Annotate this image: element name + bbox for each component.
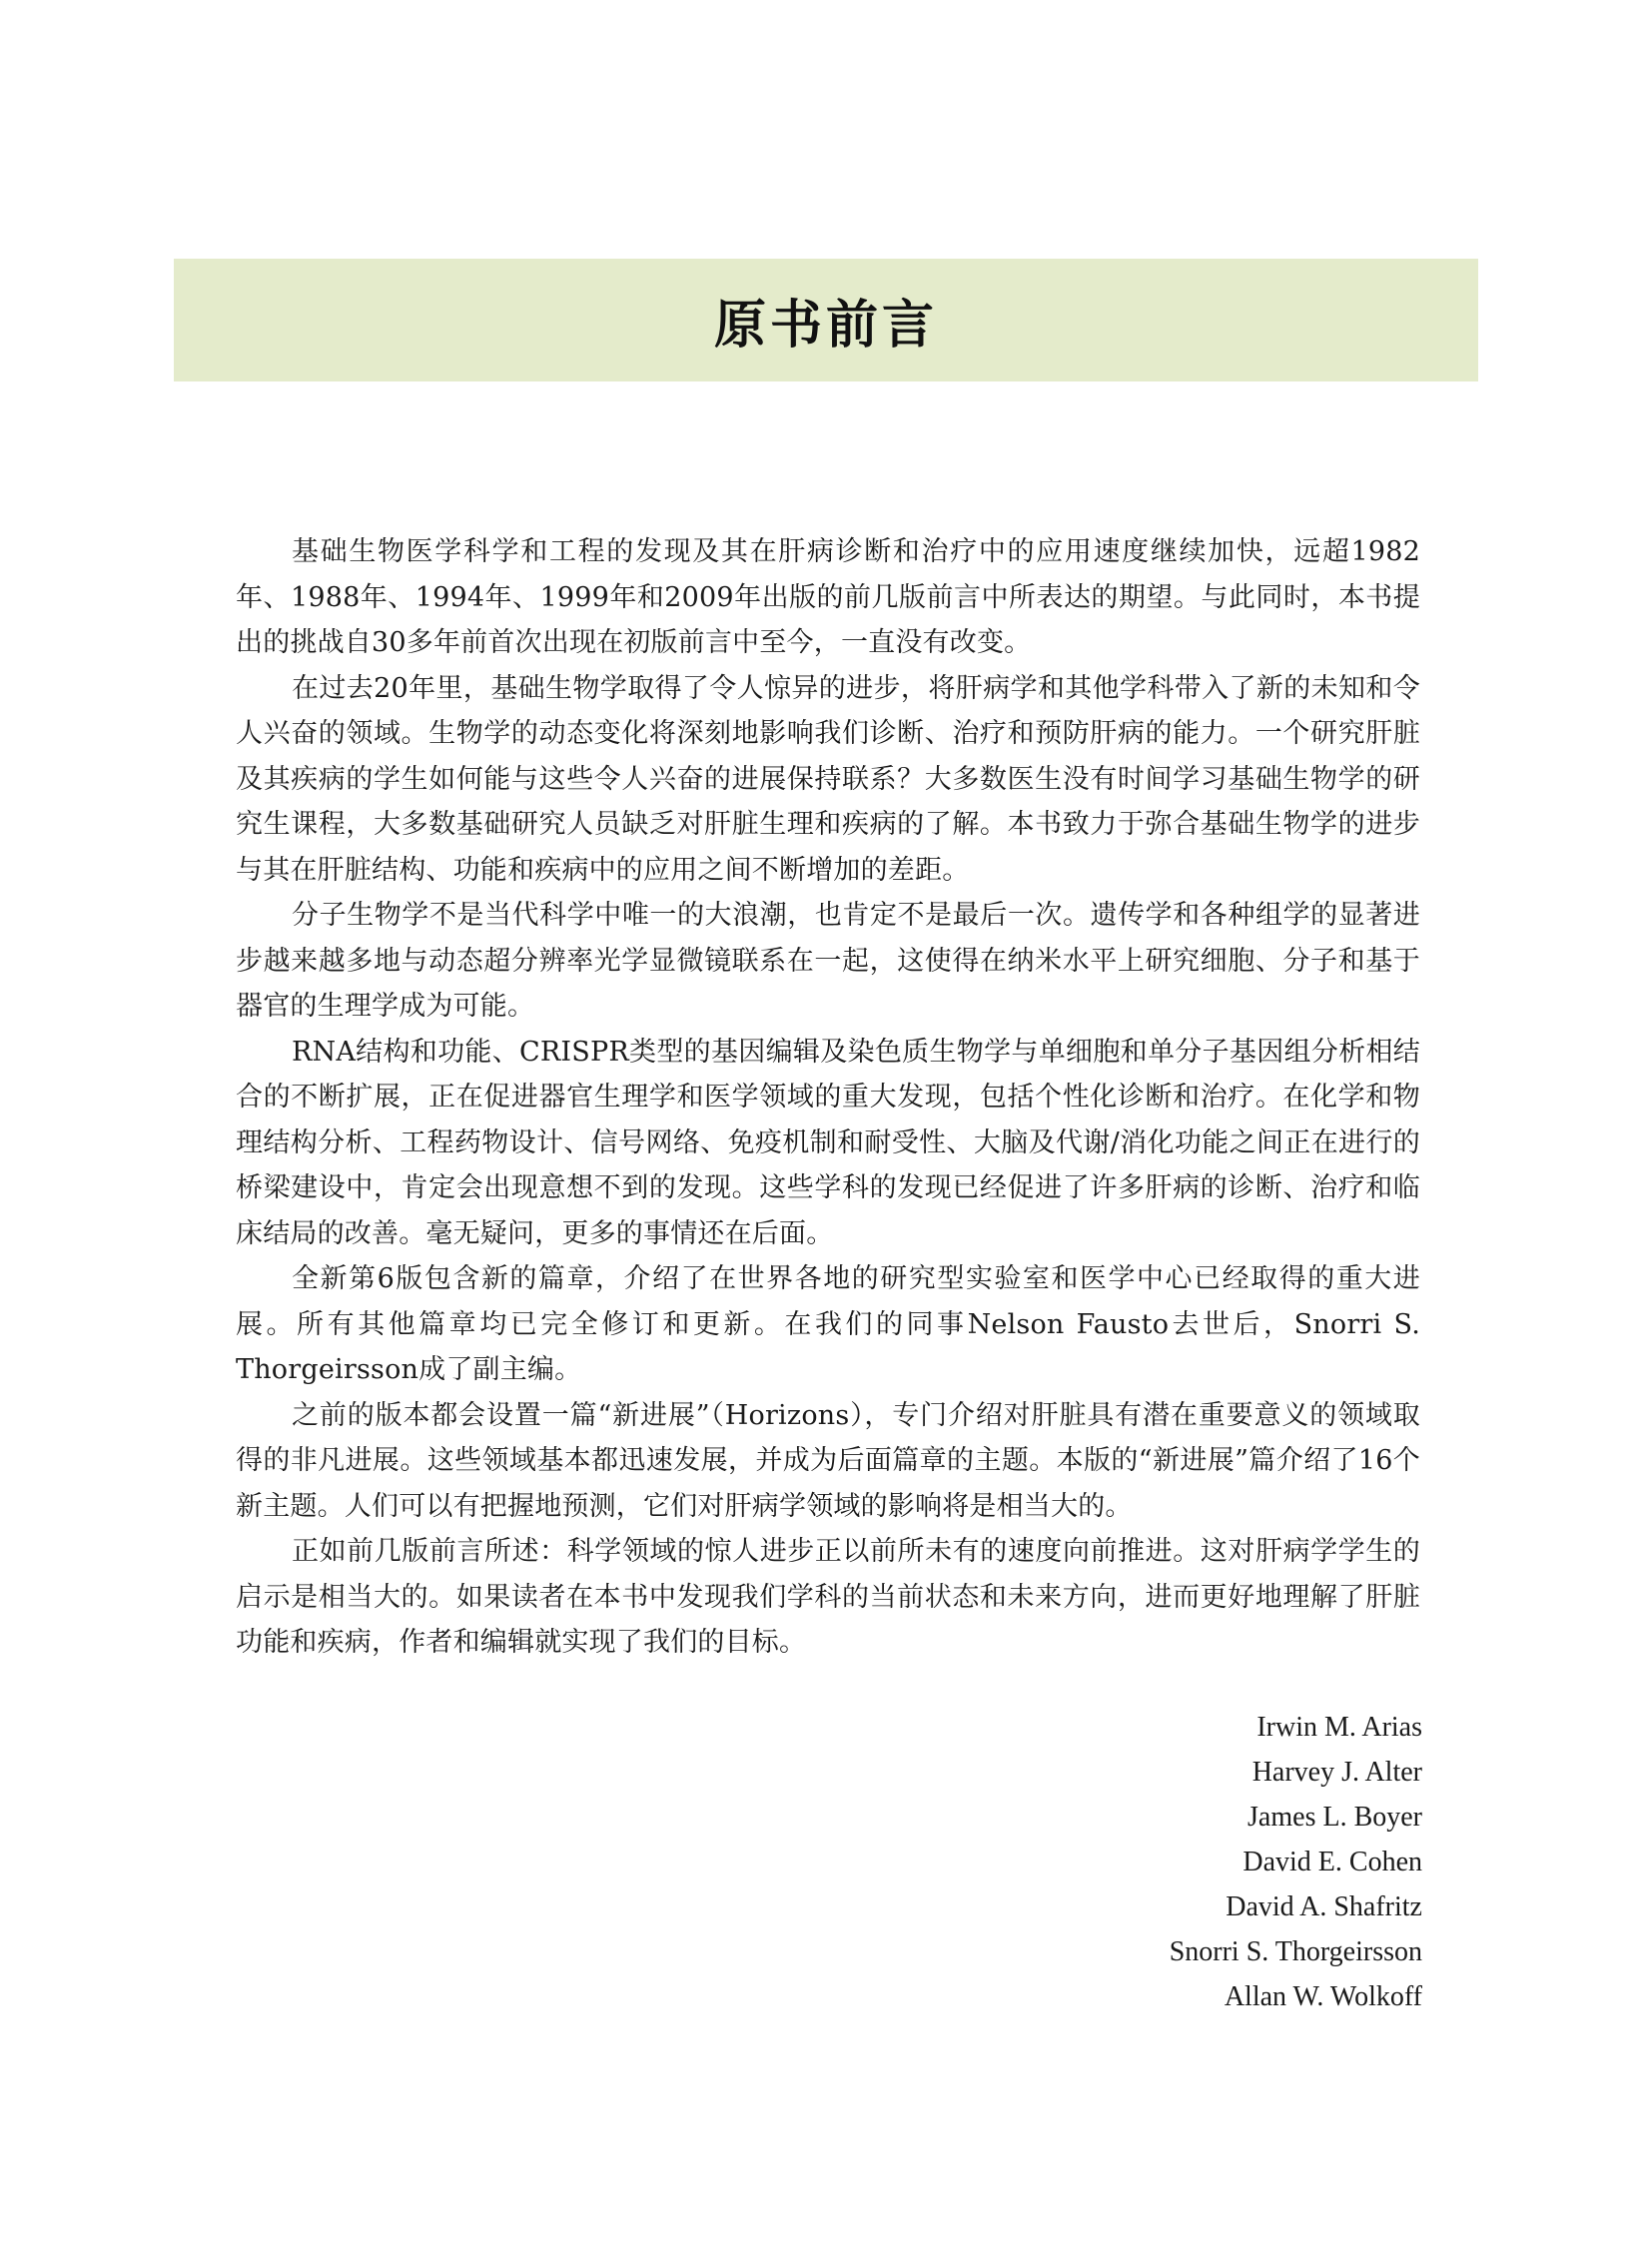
author-signatures [1170, 1705, 1422, 2019]
signature-name: James L. Boyer [1247, 1802, 1422, 1833]
paragraph-4: RNA结构和功能、CRISPR类型的基因编辑及染色质生物学与单细胞和单分子基因组分析相结合的不断扩展，正在促进器官生理学和医学领域的重大发现，包括个性化诊断和治疗。在化学和物理结构分析、工程药物设计、信号网络、免疫机制和耐受性、大脑及代谢/消化功能之间正在进行的桥梁建设中，肯定会出现意想不到的发现。这些学科的发现已经促进了许多肝病的诊断、治疗和临床结局的改善。毫无疑问，更多的事情还在后面。 [236, 1036, 1420, 1249]
signature-name: Irwin M. Arias [1256, 1712, 1422, 1743]
paragraph-2: 在过去20年里，基础生物学取得了令人惊异的进步，将肝病学和其他学科带入了新的未知和令人兴奋的领域。生物学的动态变化将深刻地影响我们诊断、治疗和预防肝病的能力。一个研究肝脏及其疾病的学生如何能与这些令人兴奋的进展保持联系？大多数医生没有时间学习基础生物学的研究生课程，大多数基础研究人员缺乏对肝脏生理和疾病的了解。本书致力于弥合基础生物学的进步与其在肝脏结构、功能和疾病中的应用之间不断增加的差距。 [236, 672, 1420, 886]
signature-name: David A. Shafritz [1226, 1891, 1422, 1922]
title-banner [174, 259, 1478, 381]
signature-name: Allan W. Wolkoff [1224, 1981, 1422, 2012]
paragraph-6: 之前的版本都会设置一篇“新进展”（Horizons），专门介绍对肝脏具有潜在重要意义的领域取得的非凡进展。这些领域基本都迅速发展，并成为后面篇章的主题。本版的“新进展”篇介绍了16个新主题。人们可以有把握地预测，它们对肝病学领域的影响将是相当大的。 [236, 1399, 1420, 1522]
signature-name: Harvey J. Alter [1251, 1757, 1422, 1788]
paragraph-1: 基础生物医学科学和工程的发现及其在肝病诊断和治疗中的应用速度继续加快，远超1982年、1988年、1994年、1999年和2009年出版的前几版前言中所表达的期望。与此同时，本书提出的挑战自30多年前首次出现在初版前言中至今，一直没有改变。 [236, 536, 1420, 658]
signature-name: David E. Cohen [1242, 1847, 1422, 1877]
paragraph-5: 全新第6版包含新的篇章，介绍了在世界各地的研究型实验室和医学中心已经取得的重大进展。所有其他篇章均已完全修订和更新。在我们的同事Nelson Fausto去世后，Snorri S. Thorgeirsson成了副主编。 [236, 1263, 1420, 1385]
preface-body [236, 529, 1420, 1666]
signature-name: Snorri S. Thorgeirsson [1169, 1936, 1422, 1967]
page-title: 原书前言 [713, 295, 938, 356]
paragraph-3: 分子生物学不是当代科学中唯一的大浪潮，也肯定不是最后一次。遗传学和各种组学的显著进步越来越多地与动态超分辨率光学显微镜联系在一起，这使得在纳米水平上研究细胞、分子和基于器官的生理学成为可能。 [236, 900, 1420, 1022]
paragraph-7: 正如前几版前言所述：科学领域的惊人进步正以前所未有的速度向前推进。这对肝病学学生的启示是相当大的。如果读者在本书中发现我们学科的当前状态和未来方向，进而更好地理解了肝脏功能和疾病，作者和编辑就实现了我们的目标。 [236, 1536, 1420, 1658]
